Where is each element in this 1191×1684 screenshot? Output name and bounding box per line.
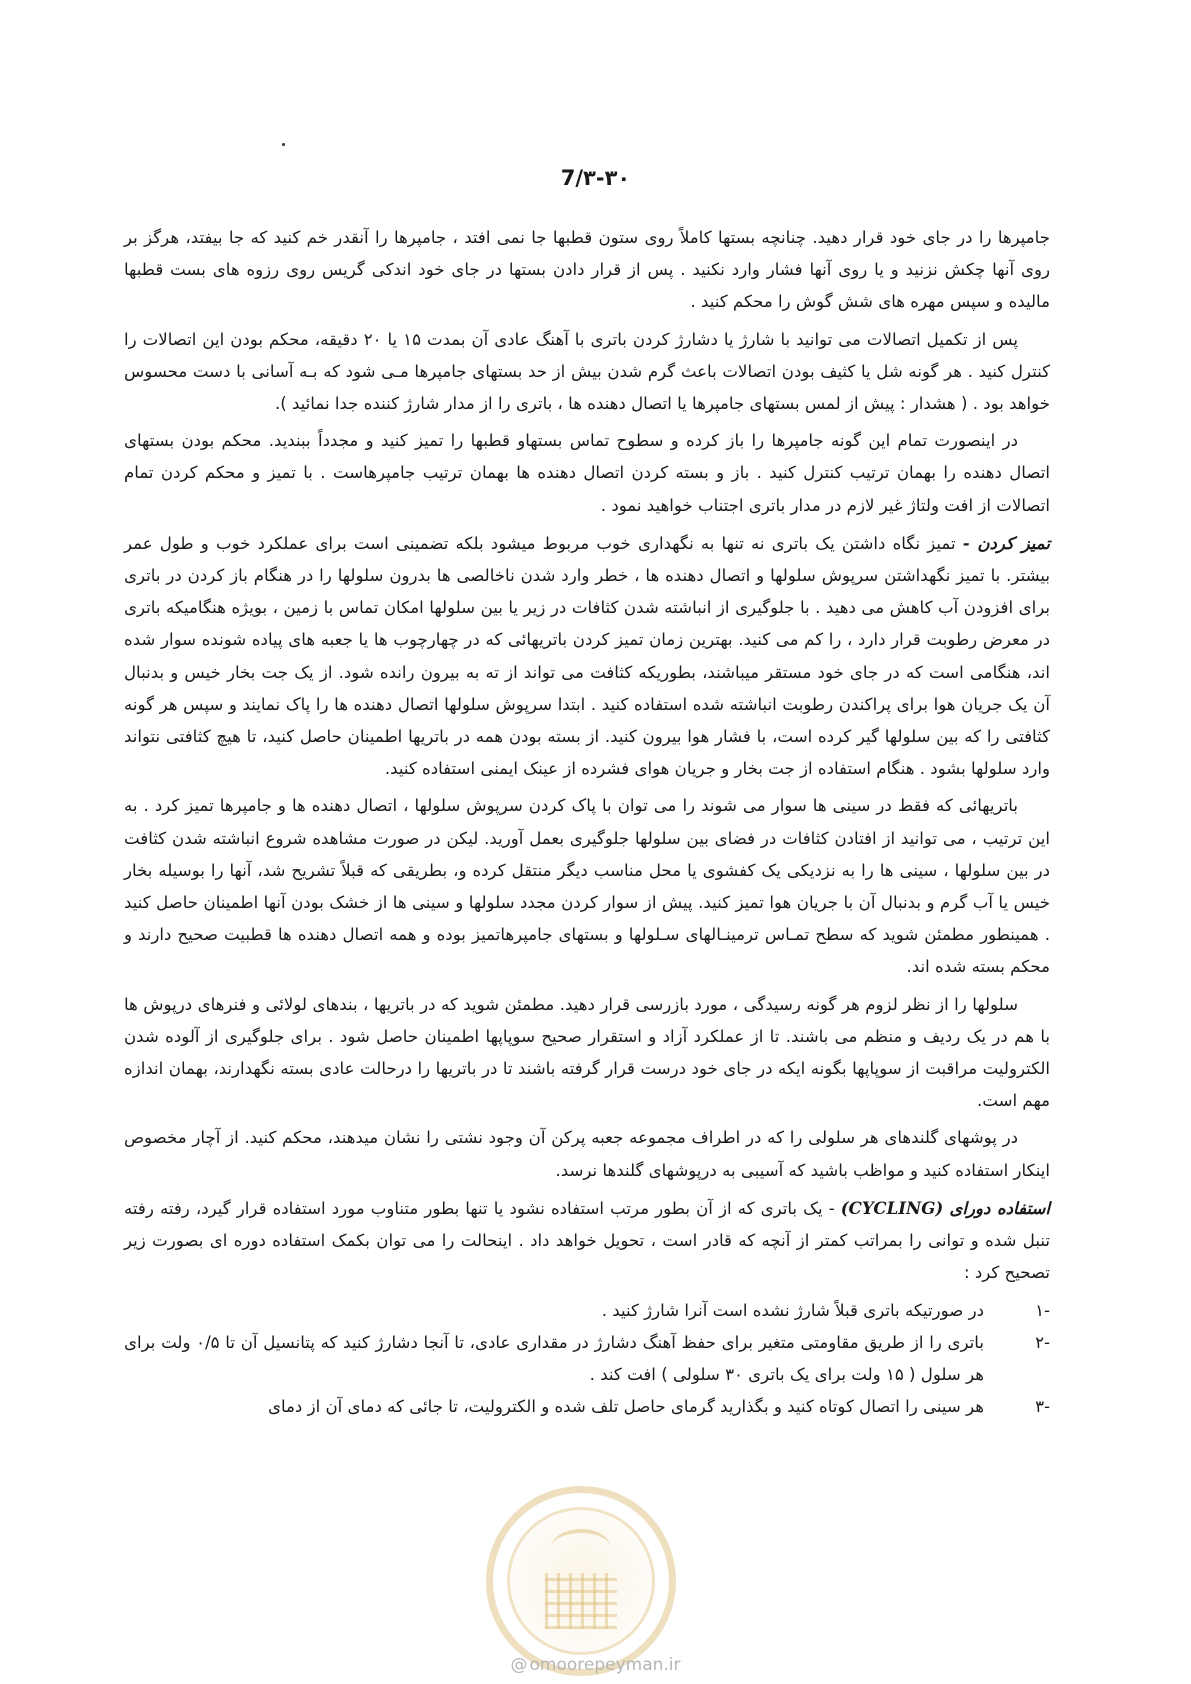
document-body [124, 222, 1050, 1423]
cycling-dash: - [828, 1198, 841, 1218]
cycling-term: استفاده دورای [949, 1197, 1051, 1218]
paragraph-tray-batteries: باتریهائی که فقط در سینی ها سوار می شوند را می توان با پاک کردن سرپوش سلولها ، اتصال دهنده ها و جامپرها تمیز کرد . به این ترتیب ، می توانید از افتادن کثافات در فضای بین سلولها جلوگیری بعمل آورید. لیکن در صورت مشاهده شروع انباشته شدن کثافت در بین سلولها ، سینی ها را به نزدیکی یک کفشوی یا محل مناسب دیگر منتقل کرده و، بطریقی که قبلاً تشریح شد، آنها را بوسیله بخار خیس یا آب گرم و بدنبال آن با جریان هوا تمیز کنید. پیش از سوار کردن مجدد سلولها و سینی ها از خشک بودن آنها اطمینان حاصل کنید . همینطور مطمئن شوید که سطح تمـاس ترمینـالهای سـلولها و بستهای جامپرهاتمیز بوده و همه اتصال دهنده ها قطبیت صحیح دارند و محکم بسته شده اند. [124, 796, 1050, 977]
list-item [124, 1295, 1050, 1327]
cleaning-text: تمیز نگاه داشتن یک باتری نه تنها به نگهداری خوب مربوط میشود بلکه تضمینی است برای عملکرد خوب و طول عمر بیشتر. با تمیز نگهداشتن سرپوش سلولها و اتصال دهنده ها ، خطر وارد شدن ناخالصی ها بدرون سلولها را در هنگام باز کردن در باتری برای افزودن آب کاهش می دهید . با جلوگیری از انباشته شدن کثافات در زیر یا بین سلولها امکان تماس با زمین ، بویژه هنگامیکه باتری در معرض رطوبت قرار دارد ، را کم می کنید. بهترین زمان تمیز کردن باتریهائی که در چهارچوب ها یا جعبه های پیاده شونده سوار شده اند، هنگامی است که در جای خود مستقر میباشند، بطوریکه کثافت می تواند از ته به بیرون رانده شود. از یک جت بخار خیس و بدنبال آن یک جریان هوا برای پراکندن رطوبت انباشته شده استفاده کنید . ابتدا سرپوش سلولها اتصال دهنده ها را پاک نمایند و سپس هر گونه کثافتی را که بین سلولها گیر کرده است، با فشار هوا بیرون کنید. از بسته بودن همه در باتریها اطمینان حاصل کنید، تا هیچ کثافتی نتواند وارد سلولها بشود . هنگام استفاده از جت بخار و جریان هوای فشرده از عینک ایمنی استفاده کنید. [124, 533, 1050, 779]
list-text: در صورتیکه باتری قبلاً شارژ نشده است آنرا شارژ کنید . [601, 1300, 984, 1320]
watermark-seal-icon [486, 1486, 676, 1676]
paragraph-jumpers: جامپرها را در جای خود قرار دهید. چنانچه بستها کاملاً روی ستون قطبها جا نمی افتد ، جامپرها را آنقدر خم کنید که جا بیفتد، هرگز بر روی آنها چکش نزنید و یا روی آنها فشار وارد نکنید . پس از قرار دادن بستها در جای خود اندکی گریس روی رزوه های بست قطبها مالیده و سپس مهره های شش گوش را محکم کنید . [124, 228, 1050, 312]
list-text: باتری را از طریق مقاومتی متغیر برای حفظ آهنگ دشارژ در مقداری عادی، تا آنجا دشارژ کنید که پتانسیل آن تا ۰/۵ ولت برای هر سلول ( ۱۵ ولت برای یک باتری ۳۰ سلولی ) افت کند . [124, 1332, 984, 1384]
list-item [124, 1327, 1050, 1391]
seal-scale-icon [551, 1529, 611, 1567]
paragraph-cycling [124, 1192, 1050, 1290]
steps-list [124, 1295, 1050, 1424]
cleaning-term: تمیز کردن - [962, 532, 1050, 553]
list-text: هر سینی را اتصال کوتاه کنید و بگذارید گرمای حاصل تلف شده و الکترولیت، تا جائی که دمای آن از دمای [267, 1397, 984, 1417]
at-icon: @ [510, 1655, 528, 1675]
paragraph-clean-contacts: در اینصورت تمام این گونه جامپرها را باز کرده و سطوح تماس بستهاو قطبها را تمیز کنید و مجدداً ببندید. محکم بودن بستهای اتصال دهنده را بهمان ترتیب کنترل کنید . باز و بسته کردن اتصال دهنده ها بهمان ترتیب جامپرهاست . با تمیز و محکم کردن تمام اتصالات از افت ولتاژ غیر لازم در مدار باتری اجتناب خواهید نمود . [124, 431, 1050, 515]
cycling-text: یک باتری که از آن بطور مرتب استفاده نشود یا تنها بطور متناوب مورد استفاده قرار گیرد، رفته رفته تنبل شده و توانی را بمراتب کمتر از آنچه که قادر است ، تحویل خواهد داد . اینحالت را می توان بکمک استفاده دوره ای بصورت زیر تصحیح کرد : [124, 1198, 1050, 1283]
watermark-url-text: omoorepeyman.ir [529, 1655, 681, 1675]
paragraph-check-connections: پس از تکمیل اتصالات می توانید با شارژ یا دشارژ کردن باتری با آهنگ عادی آن بمدت ۱۵ یا ۲۰ دقیقه، محکم بودن این اتصالات را کنترل کنید . هر گونه شل یا کثیف بودن اتصالات باعث گرم شدن بیش از حد بستهای جامپرها مـی شود که بـه آسانی با دست محسوس خواهد بود . ( هشدار : پیش از لمس بستهای جامپرها یا اتصال دهنده ها ، باتری را از مدار شارژ کننده جدا نمائید ). [124, 329, 1050, 414]
list-number: -۱ [1035, 1300, 1050, 1320]
paragraph-gland-caps: در پوشهای گلندهای هر سلولی را که در اطراف مجموعه جعبه پرکن آن وجود نشتی را نشان میدهند، محکم کنید. از آچار مخصوص اینکار استفاده کنید و مواظب باشید که آسیبی به درپوشهای گلندها نرسد. [124, 1128, 1050, 1180]
list-number: -۲ [1035, 1332, 1050, 1352]
watermark-url [0, 1655, 1191, 1675]
paragraph-cleaning [124, 527, 1050, 786]
paragraph-inspection: سلولها را از نظر لزوم هر گونه رسیدگی ، مورد بازرسی قرار دهید. مطمئن شوید که در باتریها ، بندهای لولائی و فنرهای درپوش ها با هم در یک ردیف و منظم می باشند. تا از عملکرد آزاد و استقرار صحیح سوپاپها اطمینان حاصل شود . برای جلوگیری از آلوده شدن الکترولیت مراقبت از سوپاپها بگونه ایکه در جای خود درست قرار گرفته باشند تا در باتریها را درحالت عادی بسته نگهدارند، بهمان اندازه مهم است. [124, 994, 1050, 1111]
seal-grid-icon [545, 1573, 617, 1629]
cycling-term-en: (CYCLING) [840, 1197, 944, 1218]
list-number: -۳ [1035, 1397, 1050, 1417]
stray-mark [282, 143, 285, 146]
page-number: 7/۳-۳۰ [560, 166, 631, 190]
list-item [124, 1391, 1050, 1423]
seal-ring [507, 1507, 655, 1655]
